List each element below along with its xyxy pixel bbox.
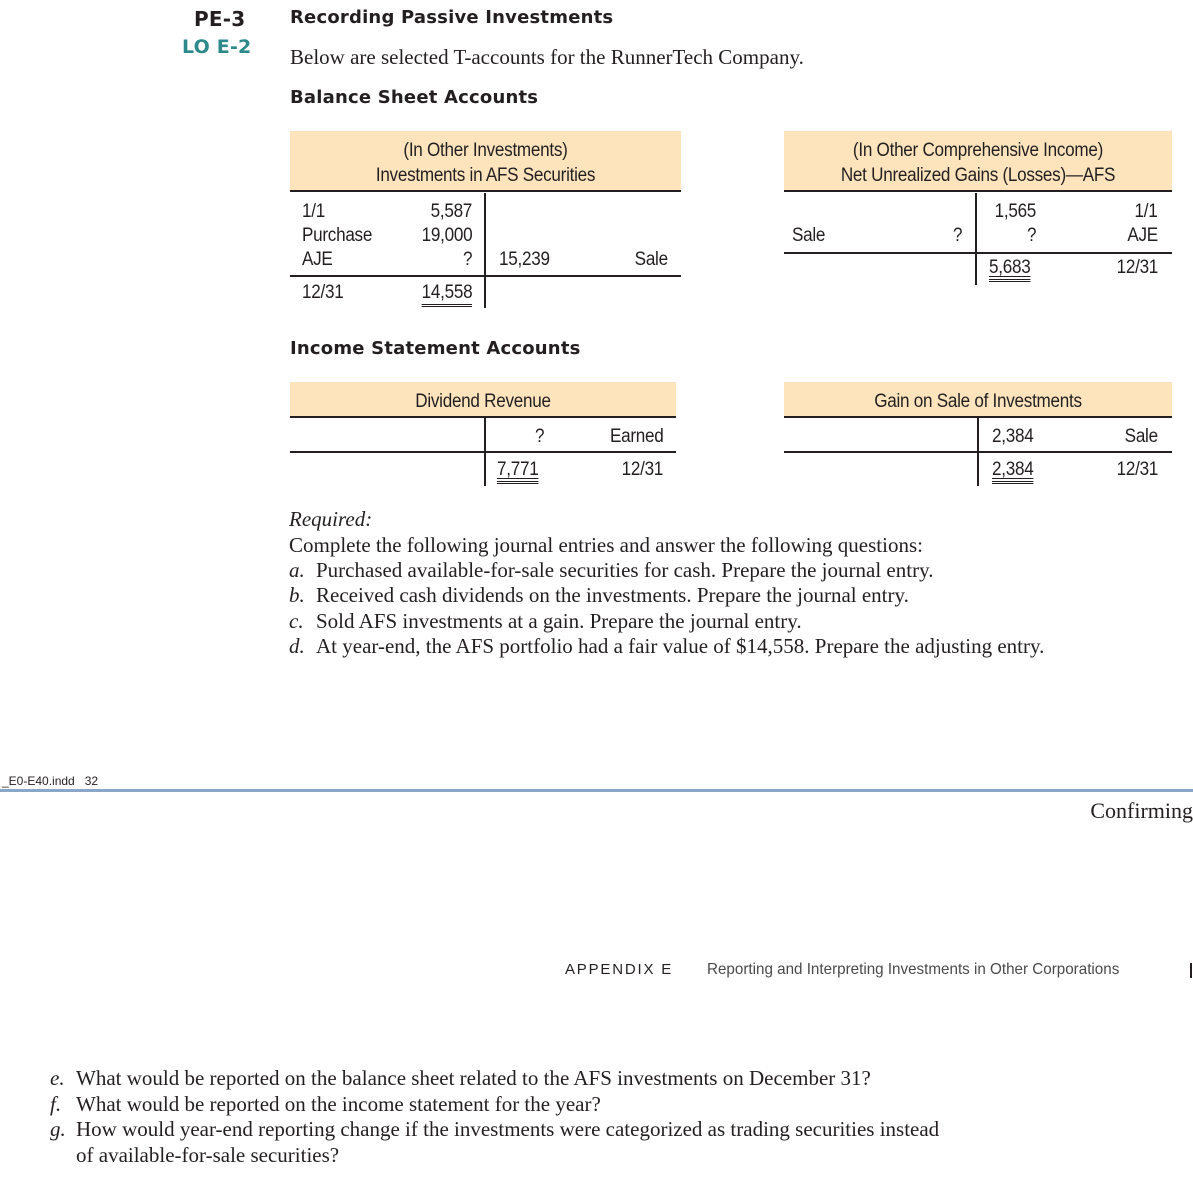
debit-amount: ? bbox=[952, 225, 962, 246]
credit-amount: 15,239 bbox=[499, 249, 550, 270]
problem-title: Recording Passive Investments bbox=[290, 7, 614, 28]
ending-balance: 5,683 bbox=[989, 257, 1030, 282]
item-letter: f. bbox=[50, 1092, 62, 1116]
question-item-continued: of available-for-sale securities? bbox=[76, 1143, 340, 1167]
required-item: Received cash dividends on the investments. Prepare the journal entry. bbox=[316, 583, 909, 607]
credit-label: 12/31 bbox=[1116, 257, 1158, 278]
debit-amount: 5,587 bbox=[430, 201, 472, 222]
appendix-label: APPENDIX E bbox=[565, 961, 674, 978]
problem-intro: Below are selected T-accounts for the RunnerTech Company. bbox=[290, 45, 804, 69]
row-label: 1/1 bbox=[302, 201, 325, 222]
account-title: Gain on Sale of Investments bbox=[874, 391, 1082, 412]
item-letter: e. bbox=[50, 1066, 65, 1090]
t-account-balance-line bbox=[784, 451, 1172, 453]
t-account-divider bbox=[975, 193, 977, 285]
ending-balance: 2,384 bbox=[992, 459, 1033, 484]
account-subtitle: (In Other Comprehensive Income) bbox=[852, 140, 1104, 161]
chapter-title: Reporting and Interpreting Investments in Other Corporations bbox=[707, 961, 1120, 978]
section-balance-sheet: Balance Sheet Accounts bbox=[290, 87, 539, 108]
row-label: 12/31 bbox=[302, 282, 344, 303]
debit-label: Sale bbox=[792, 225, 826, 246]
ending-balance: 14,558 bbox=[421, 282, 472, 307]
required-item: Sold AFS investments at a gain. Prepare the journal entry. bbox=[316, 609, 802, 633]
margin-mark bbox=[1190, 963, 1192, 978]
credit-label: Sale bbox=[634, 249, 668, 270]
credit-label: 12/31 bbox=[1116, 459, 1158, 480]
account-title: Investments in AFS Securities bbox=[375, 165, 596, 186]
required-intro: Complete the following journal entries and answer the following questions: bbox=[289, 533, 923, 557]
learning-objective: LO E-2 bbox=[182, 36, 252, 58]
item-letter: d. bbox=[289, 634, 305, 658]
item-letter: a. bbox=[289, 558, 305, 582]
item-letter: b. bbox=[289, 583, 305, 607]
credit-amount: 1,565 bbox=[994, 201, 1036, 222]
slug-line bbox=[0, 789, 1193, 792]
account-title: Dividend Revenue bbox=[415, 391, 551, 412]
problem-code: PE-3 bbox=[194, 7, 246, 31]
account-title: Net Unrealized Gains (Losses)—AFS bbox=[840, 165, 1116, 186]
account-subtitle: (In Other Investments) bbox=[403, 140, 568, 161]
question-item: How would year-end reporting change if the investments were categorized as trading securities instead bbox=[76, 1117, 940, 1141]
required-item: At year-end, the AFS portfolio had a fair value of $14,558. Prepare the adjusting entry. bbox=[316, 634, 1045, 658]
credit-amount: 2,384 bbox=[992, 426, 1034, 447]
debit-amount: ? bbox=[462, 249, 472, 270]
t-account-divider bbox=[484, 193, 486, 308]
section-income-statement: Income Statement Accounts bbox=[290, 338, 581, 359]
credit-label: Sale bbox=[1124, 426, 1158, 447]
t-account-balance-line bbox=[290, 275, 681, 277]
row-label: Purchase bbox=[302, 225, 373, 246]
required-heading: Required: bbox=[289, 507, 373, 531]
t-account-balance-line bbox=[784, 252, 1172, 254]
row-label: AJE bbox=[302, 249, 333, 270]
credit-amount: ? bbox=[1026, 225, 1036, 246]
credit-label: 1/1 bbox=[1135, 201, 1158, 222]
credit-label: Earned bbox=[609, 426, 663, 447]
debit-amount: 19,000 bbox=[421, 225, 472, 246]
slug-file-label: _E0-E40.indd 32 bbox=[2, 774, 99, 788]
credit-amount: ? bbox=[534, 426, 544, 447]
question-item: What would be reported on the income statement for the year? bbox=[76, 1092, 601, 1116]
required-item: Purchased available-for-sale securities for cash. Prepare the journal entry. bbox=[316, 558, 934, 582]
credit-label: AJE bbox=[1127, 225, 1158, 246]
t-account-balance-line bbox=[290, 451, 676, 453]
question-item: What would be reported on the balance sheet related to the AFS investments on December 31? bbox=[76, 1066, 871, 1090]
item-letter: c. bbox=[289, 609, 304, 633]
item-letter: g. bbox=[50, 1117, 66, 1141]
credit-label: 12/31 bbox=[621, 459, 663, 480]
ending-balance: 7,771 bbox=[497, 459, 538, 484]
confirming-label: Confirming bbox=[1090, 798, 1193, 823]
